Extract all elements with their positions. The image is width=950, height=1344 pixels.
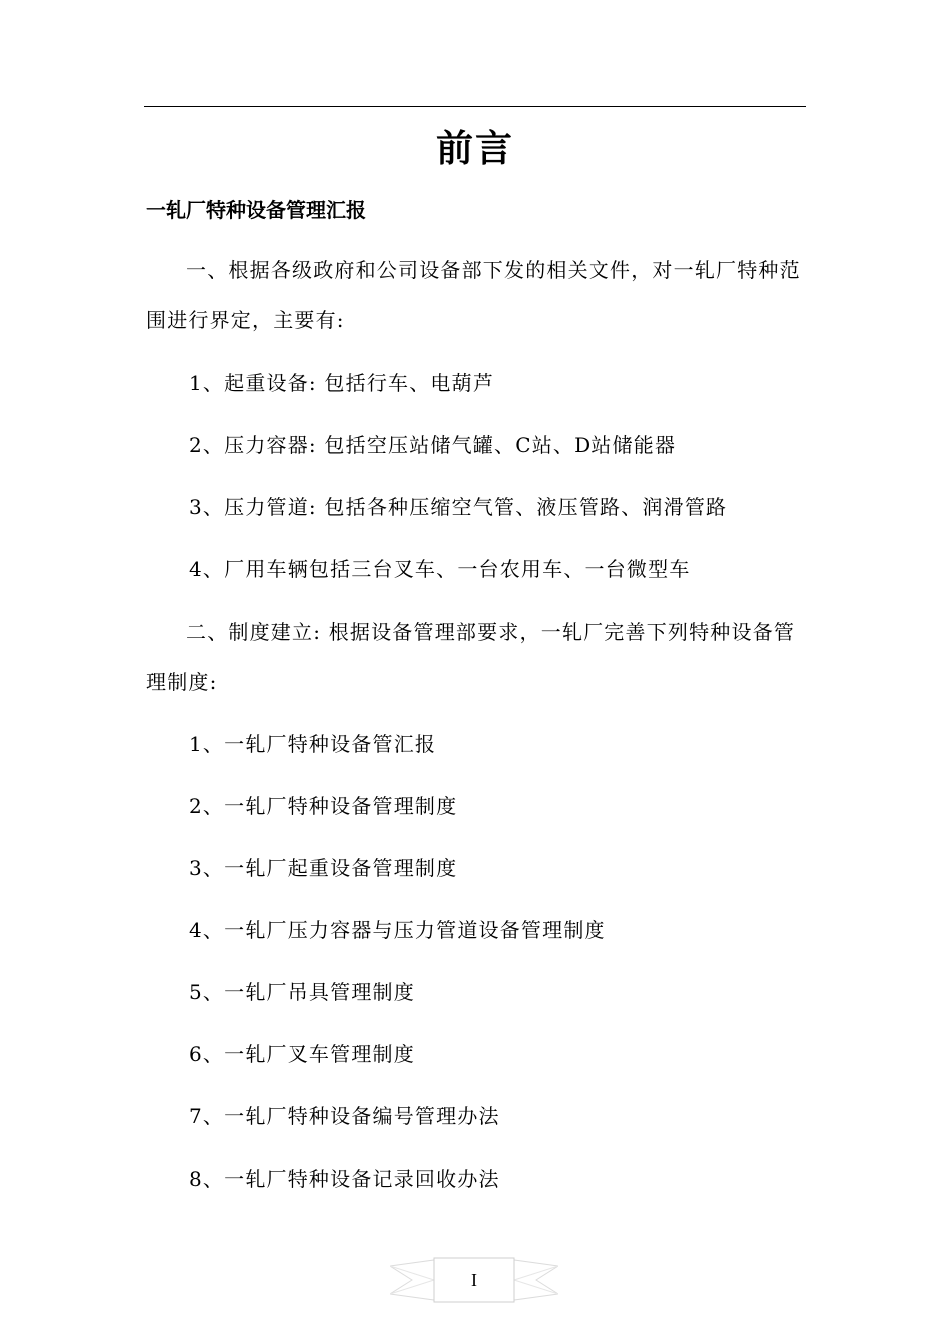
scope-list-item: 3、压力管道: 包括各种压缩空气管、液压管路、润滑管路: [189, 495, 728, 519]
system-list-item: 4、一轧厂压力容器与压力管道设备管理制度: [189, 918, 606, 942]
system-list-item: 2、一轧厂特种设备管理制度: [189, 794, 458, 818]
section-heading: 一轧厂特种设备管理汇报: [146, 198, 366, 222]
system-list-item: 1、一轧厂特种设备管汇报: [189, 732, 437, 756]
page-footer: [390, 1254, 558, 1306]
system-list-item: 6、一轧厂叉车管理制度: [189, 1042, 415, 1066]
page-number: I: [471, 1270, 477, 1290]
system-list-item: 7、一轧厂特种设备编号管理办法: [189, 1104, 500, 1128]
intro-paragraph: 一、根据各级政府和公司设备部下发的相关文件，对一轧厂特种范围进行界定，主要有:: [146, 258, 801, 332]
system-paragraph: 二、制度建立: 根据设备管理部要求，一轧厂完善下列特种设备管理制度:: [146, 620, 796, 694]
scope-list-item: 4、厂用车辆包括三台叉车、一台农用车、一台微型车: [189, 557, 691, 581]
system-list-item: 5、一轧厂吊具管理制度: [189, 980, 415, 1004]
header-rule: [144, 106, 806, 107]
scope-list-item: 2、压力容器: 包括空压站储气罐、C站、D站储能器: [189, 433, 677, 457]
system-list-item: 3、一轧厂起重设备管理制度: [189, 856, 458, 880]
scope-list-item: 1、起重设备: 包括行车、电葫芦: [189, 371, 495, 395]
page-title: 前言: [436, 126, 514, 170]
system-list-item: 8、一轧厂特种设备记录回收办法: [189, 1167, 500, 1191]
